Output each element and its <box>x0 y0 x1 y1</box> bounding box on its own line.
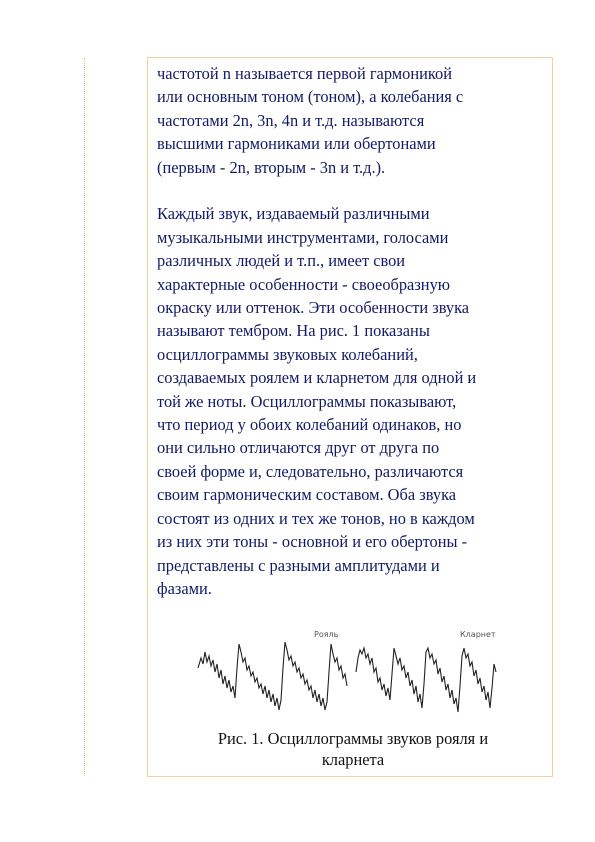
text-line: окраску или оттенок. Эти особенности звука <box>157 298 470 318</box>
text-line: высшими гармониками или обертонами <box>157 134 436 154</box>
figure-caption <box>157 728 549 770</box>
caption-line-1: Рис. 1. Осциллограммы звуков рояля и <box>217 729 489 748</box>
text-line: из них эти тоны - основной и его обертоны - <box>157 532 468 552</box>
caption-line-2: кларнета <box>321 750 385 769</box>
text-line: называют тембром. На рис. 1 показаны <box>157 321 430 341</box>
piano-label: Рояль <box>314 630 339 639</box>
text-line: представлены с разными амплитудами и <box>157 555 440 575</box>
text-line: той же ноты. Осциллограммы показывают, <box>157 391 457 411</box>
piano-waveform <box>198 642 347 710</box>
text-line: своей форме и, следовательно, различаются <box>157 461 464 481</box>
paragraph-2 <box>157 202 549 600</box>
text-line: музыкальными инструментами, голосами <box>157 227 449 247</box>
margin-dotted-line <box>84 58 85 776</box>
text-line: они сильно отличаются друг от друга по <box>157 438 440 458</box>
text-line: что период у обоих колебаний одинаков, но <box>157 415 462 435</box>
text-line: частотой n называется первой гармоникой <box>157 64 452 83</box>
oscillogram-figure <box>190 628 510 718</box>
paragraph-1 <box>157 62 549 179</box>
text-line: (первым - 2n, вторым - 3n и т.д.). <box>157 157 386 177</box>
clarinet-waveform <box>356 648 496 712</box>
text-line: создаваемых роялем и кларнетом для одной и <box>157 368 477 388</box>
text-line: осциллограммы звуковых колебаний, <box>157 344 418 364</box>
text-line: характерные особенности - своеобразную <box>157 274 451 294</box>
text-line: частотами 2n, 3n, 4n и т.д. называются <box>157 110 425 130</box>
text-line: Каждый звук, издаваемый различными <box>157 204 430 224</box>
clarinet-label: Кларнет <box>460 630 496 639</box>
text-line: или основным тоном (тоном), а колебания с <box>157 87 464 107</box>
text-line: своим гармоническим составом. Оба звука <box>157 485 457 505</box>
text-line: фазами. <box>157 578 212 598</box>
body-text <box>157 62 549 600</box>
text-line: состоят из одних и тех же тонов, но в каждом <box>157 508 475 528</box>
text-line: различных людей и т.п., имеет свои <box>157 251 406 271</box>
oscillogram-image <box>190 628 510 718</box>
